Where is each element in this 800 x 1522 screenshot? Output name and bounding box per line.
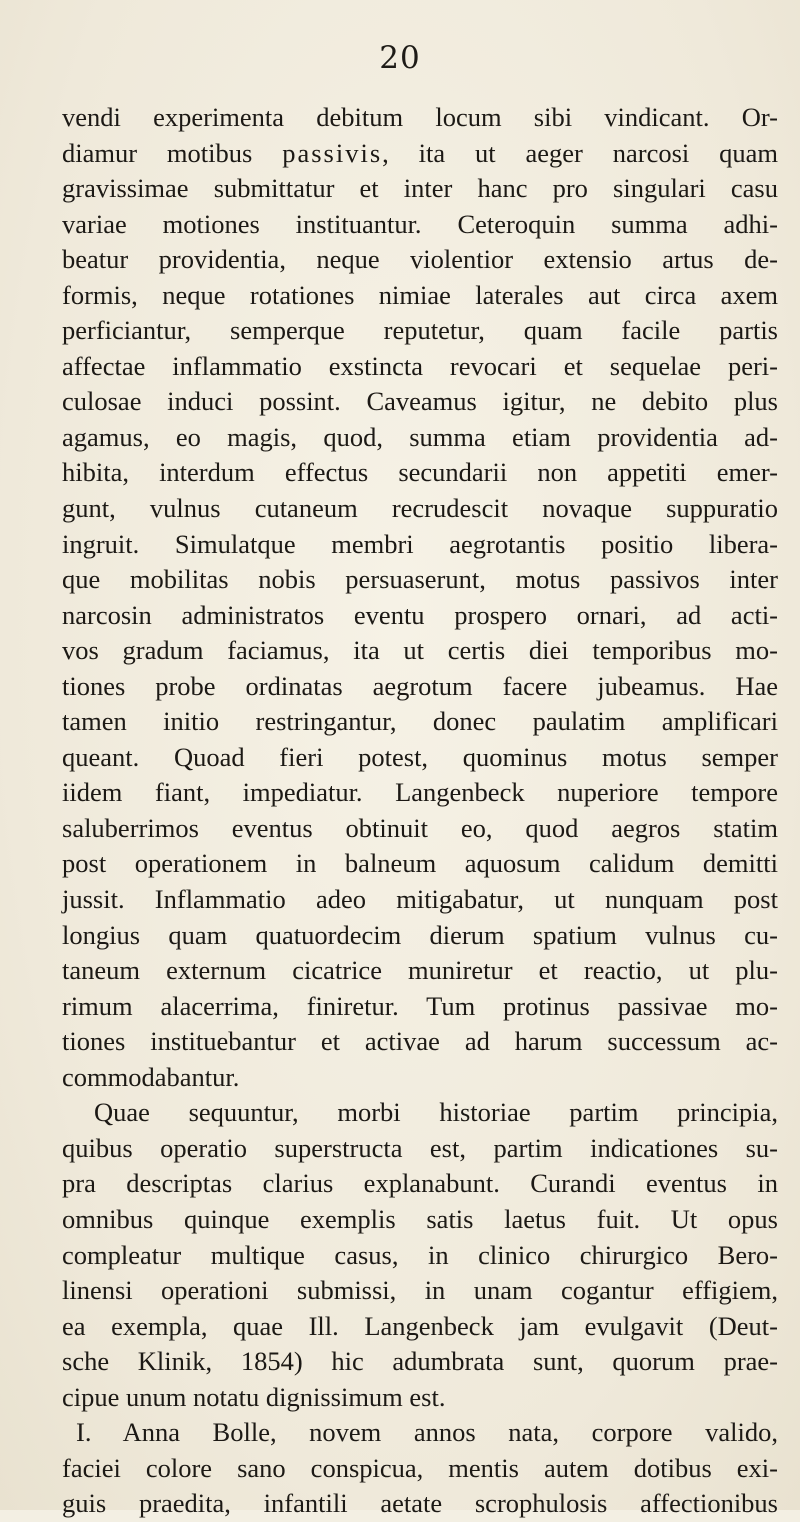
- text-line: vendi experimenta debitum locum sibi vindicant. Or-: [62, 102, 778, 132]
- text-line: ea exempla, quae Ill. Langenbeck jam evulgavit (Deut-: [62, 1310, 778, 1341]
- text-line: compleatur multique casus, in clinico chirurgico Bero-: [62, 1239, 778, 1270]
- text-line: agamus, eo magis, quod, summa etiam providentia ad-: [62, 421, 778, 452]
- text-line: que mobilitas nobis persuaserunt, motus passivos inter: [62, 564, 778, 595]
- text-line: tiones probe ordinatas aegrotum facere jubeamus. Hae: [62, 670, 778, 701]
- text-line: longius quam quatuordecim dierum spatium vulnus cu-: [62, 919, 778, 950]
- text-line: quibus operatio superstructa est, partim indicationes su-: [62, 1132, 778, 1163]
- text-line: commodabantur.: [62, 1061, 240, 1092]
- text-line: diamur motibus passivis, ita ut aeger narcosi quam: [62, 137, 779, 168]
- text-line: affectae inflammatio exstincta revocari et sequelae peri-: [62, 350, 778, 381]
- text-line: taneum externum cicatrice muniretur et reactio, ut plu-: [62, 955, 778, 986]
- text-line: I. Anna Bolle, novem annos nata, corpore valido,: [76, 1417, 778, 1448]
- text-line: iidem fiant, impediatur. Langenbeck nuperiore tempore: [62, 777, 778, 808]
- text-line: narcosin administratos eventu prospero ornari, ad acti-: [62, 599, 778, 630]
- text-line: post operationem in balneum aquosum calidum demitti: [62, 848, 778, 879]
- text-line: beatur providentia, neque violentior extensio artus de-: [62, 244, 778, 275]
- text-line: guis praedita, infantili aetate scrophulosis affectionibus: [62, 1488, 778, 1519]
- text-line: rimum alacerrima, finiretur. Tum protinus passivae mo-: [62, 990, 778, 1021]
- text-line: ingruit. Simulatque membri aegrotantis positio libera-: [62, 528, 778, 559]
- text-line: hibita, interdum effectus secundarii non appetiti emer-: [62, 457, 778, 488]
- text-line: saluberrimos eventus obtinuit eo, quod aegros statim: [62, 812, 778, 843]
- text-line: Quae sequuntur, morbi historiae partim principia,: [94, 1097, 778, 1128]
- text-line: queant. Quoad fieri potest, quominus motus semper: [62, 741, 778, 772]
- text-line: tiones instituebantur et activae ad harum successum ac-: [62, 1026, 778, 1057]
- body-text: [62, 100, 778, 1522]
- text-line: linensi operationi submissi, in unam cogantur effigiem,: [62, 1275, 778, 1306]
- text-line: gunt, vulnus cutaneum recrudescit novaque suppuratio: [62, 493, 778, 524]
- text-line: faciei colore sano conspicua, mentis autem dotibus exi-: [62, 1452, 778, 1483]
- text-line: omnibus quinque exemplis satis laetus fuit. Ut opus: [62, 1203, 778, 1234]
- text-line: jussit. Inflammatio adeo mitigabatur, ut nunquam post: [62, 884, 778, 915]
- text-line: sche Klinik, 1854) hic adumbrata sunt, quorum prae-: [62, 1346, 778, 1377]
- text-line: tamen initio restringantur, donec paulatim amplificari: [62, 706, 778, 737]
- text-line: vos gradum faciamus, ita ut certis diei temporibus mo-: [62, 635, 778, 666]
- text-line: gravissimae submittatur et inter hanc pro singulari casu: [62, 173, 778, 204]
- text-line: perficiantur, semperque reputetur, quam facile partis: [62, 315, 778, 346]
- text-line: culosae induci possint. Caveamus igitur, ne debito plus: [62, 386, 778, 417]
- text-line: variae motiones instituantur. Ceteroquin summa adhi-: [62, 208, 778, 239]
- text-line: formis, neque rotationes nimiae laterales aut circa axem: [62, 279, 778, 310]
- page-number: 20: [379, 40, 421, 76]
- text-line: cipue unum notatu dignissimum est.: [62, 1381, 446, 1412]
- text-line: pra descriptas clarius explanabunt. Curandi eventus in: [62, 1168, 778, 1199]
